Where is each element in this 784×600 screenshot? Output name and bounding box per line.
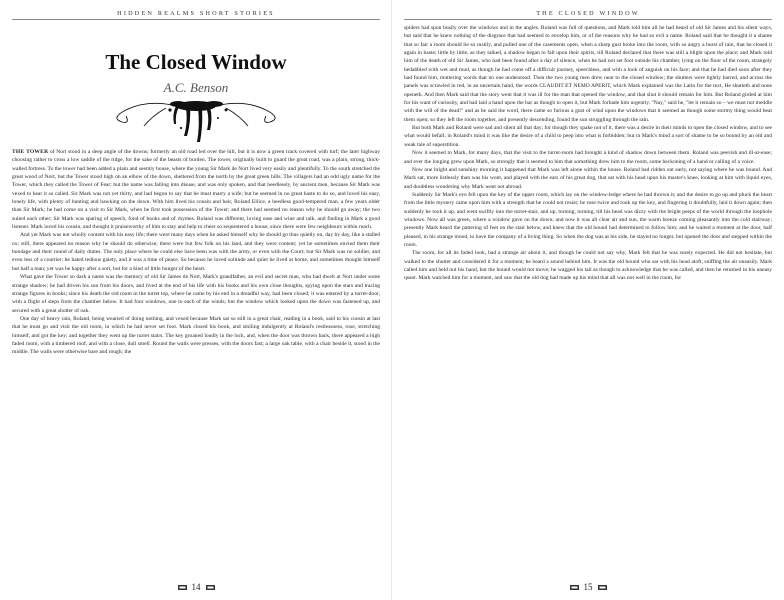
paragraph: The room, for all its faded look, had a strange air about it, and though he could not say why, Mark felt that he was surely expected. He did not hesitate, but walked to the shutter and considered it for a moment; he heard a sound behind him. It was the old hound who sat with his head aloft, sniffing the air uneasily. Mark called him and held out his hand, but the hound would not move; he wagged his tail as though to acknowledge that he was called, and then he returned to his uneasy quest. Mark watched him for a moment, and saw that the old dog had made up his mind that all was not well in the room, for [404, 250, 772, 282]
folio-ornament-icon [570, 585, 579, 590]
folio-ornament-icon [598, 585, 607, 590]
ink-splatter-ornament [86, 96, 306, 144]
right-page [392, 0, 784, 600]
paragraph: And yet Mark was not wholly content with his easy life; there were many days when he asked himself why he should go thus quietly on, day by day, like a stalled ox; still, there appeared no reason why he should do otherwise; there were but few folk on his land, and they were content; yet he sometimes envied them their bondage and their round of daily duties. The only place where he could else have been was with the army, or even with the Court; but Sir Mark was no soldier, and even less of a courtier; he hated tedious gaiety, and it was a time of peace. So because he loved solitude and quiet he lived at home, and sometimes thought himself but half a man; yet was he happy after a sort, but for a kind of little hunger of the heart. [12, 232, 380, 272]
paragraph: Now it seemed to Mark, for many days, that the visit to the turret-room had brought a kind of shadow down between them. Roland was peevish and ill-at-ease; and ever the longing grew upon Mark, so strongly that it seemed to him that something drew him to the room, some beckoning of a hand or calling of a voice. [404, 150, 772, 165]
header-rule-right [404, 19, 772, 20]
folio-ornament-icon [178, 585, 187, 590]
paragraph [12, 148, 380, 231]
paragraph-text: of Nort stood in a deep angle of the downs; formerly an old road led over the hill, but it is now a green track covered with turf; the later highway choosing rather to cross a low saddle of the ridge, for the sake of the beasts of burden. The tower, originally built to guard the great road, was a plain, strong, thick-walled fortress. To the tower had been added a plain and seemly house, where the young Sir Mark de Nort lived very easily and plentifully. To the south stretched the great wood of Nort, but the Tower stood high on an elbow of the down, sheltered from the north by the great green hills. The villagers had an odd ugly name for the Tower, which they called the Tower of Fear; but the name was falling into disuse, and was only spoken, and that heedlessly, by ancient men, because Sir Mark was vexed to hear it so called. Sir Mark was not yet thirty, and had begun to say that he must marry a wife; but he seemed in no great haste to do so, and loved his easy, lonely life, with plenty of hunting and hawking on the down. With him lived his cousin and heir, Roland Ellice, a heedless good-tempered man, a few years older than Sir Mark; he had come on a visit to Sir Mark, when he first took possession of the Tower; and there had seemed no reason why he should go away; the two suited each other; Sir Mark was sparing of speech, fond of books and of rhymes. Roland was different, loving ease and wine and talk, and finding in Mark a good listener. Mark loved his cousin, and thought it praiseworthy of him to stay and help to cheer so sequestered a house, since there were few neighbours within reach. [12, 149, 380, 231]
paragraph: Suddenly Sir Mark's eye fell upon the key of the upper room, which lay on the window-ledge where he had thrown it; and the desire to go up and pluck the heart from the little mystery came upon him with a strength that he could not resist; he rose twice and took up the key, and fingering it doubtfully, laid it down again; then suddenly he took it up, and went swiftly into the turret-stair, and up, turning, turning, till his head was dizzy with the bright peeps of the world through the loophole windows. Now all was green, where a window gave on the down; and now it was all clear air and sun, the warm breeze coming pleasantly into the cold stairway; presently Mark heard the pattering of feet on the stair below, and knew that the old hound had determined to follow him; and he waited a moment at the door, half pleased, in his strange mood, to have the company of a living thing. So when the dog was at his side, he stayed no longer, but opened the door and stepped within the room. [404, 191, 772, 248]
running-head-left: HIDDEN REALMS SHORT STORIES [117, 10, 275, 17]
header-rule-left [12, 19, 380, 20]
running-head-right: THE CLOSED WINDOW [536, 10, 640, 17]
folio-ornament-icon [206, 585, 215, 590]
body-text-left [12, 148, 380, 568]
story-author: A.C. Benson [163, 80, 229, 95]
paragraph: One day of heavy rain, Roland, being wearied of doing nothing, and vexed because Mark sat so still in a great chair, reading in a book, said to his cousin at last that he must go and visit the old room, in which he had never set foot. Mark closed his book, and smiling indulgently at Roland's restlessness, rose, stretching himself, and got the key; and together they went up the turret stairs. The key groaned loudly in the lock, and, when the door was thrown back, there appeared a high faded room, with a timbered roof, and with a close, dull smell. Round the walls were presses, with the doors fast; a large oak table, with a chair beside it, stood in the middle. The walls were otherwise bare and rough; the [12, 315, 380, 356]
lead-in: THE TOWER [12, 149, 49, 155]
page-number-right [392, 582, 784, 592]
story-title: The Closed Window [105, 50, 287, 74]
paragraph: spiders had spun busily over the windows and in the angles. Roland was full of questions, and Mark told him all he had heard of old Sir James and his silent ways, but said that he knew nothing of the disgrace that had seemed to envelop him, or of the reasons why he had so evil a name. Roland said that he thought it a shame that so fair a room should lie so rustily, and pulled one of the casements open, when a sharp gust broke into the room, with so angry a burst of rain, that he closed it again in haste; little by little, as they talked, a shadow began to fall upon their spirits, till Roland declared that there was still a blight upon the place; and Mark told him of the death of old Sir James, who had been found after a day of silence, when he had not set foot outside his chamber, lying on the floor of the room, strangely bedabbled with wet and mud, as though he had come off a difficult journey, speechless, and with a look of anguish on his face; and that he had died soon after they had found him, muttering words that no one understood. Then the two young men drew near to the closed window; the shutters were tightly barred, and across the panels was scrawled in red, in an uncertain hand, the words CLAUDIT ET NEMO APERIT, which Mark explained was the Latin for the text, He shutteth and none openeth. And then Mark said that the story went that it was ill for the man that opened the window, and that shut it should remain for him. But Roland girded at him for his want of curiosity, and had laid a hand upon the bar as though to open it, but Mark forbade him urgently. "Nay," said he, "let it remain so – we must not meddle with the will of the dead!" and as he said the word, there came so furious a gust of wind upon the windows that it seemed as though some stormy thing would beat them open; so they left the room together, and presently descending, found the sun struggling through the rain. [404, 25, 772, 123]
page-number: 15 [583, 582, 593, 592]
paragraph: But both Mark and Roland were sad and silent all that day; for though they spake not of it, there was a desire in their minds to open the closed window, and to see what would befall; in Roland's mind it was like the desire of a child to peep into what is forbidden; but in Mark's mind a sort of shame to be so bound by an old and weak tale of superstition. [404, 125, 772, 148]
page-number: 14 [191, 582, 201, 592]
page-number-left [0, 582, 392, 592]
paragraph: What gave the Tower so dark a name was the memory of old Sir James de Nort, Mark's grandfather, an evil and secret man, who had dwelt at Nort under some strange shadow; he had driven his son from his doors, and lived at the end of his life with his books and his own close thoughts, spying upon the stars and tracing strange figures in books; since his death the old room in the turret top, where he came by his end in a dreadful way, had been closed; it was entered by a turret-door, with a flight of steps from the chamber below. It had four windows, one to each of the winds; but the window which looked upon the down was fastened up, and secured with a great shutter of oak. [12, 274, 380, 314]
paragraph: Now one bright and sunshiny morning it happened that Mark was left alone within the house. Roland had ridden out early, not saying where he was bound. And Mark sat, more listlessly than was his wont, and played with the ears of his great dog, that sat with his head upon his master's knee, looking at him with liquid eyes, and doubtless wondering why Mark went not abroad. [404, 166, 772, 190]
body-text-right [404, 24, 772, 568]
